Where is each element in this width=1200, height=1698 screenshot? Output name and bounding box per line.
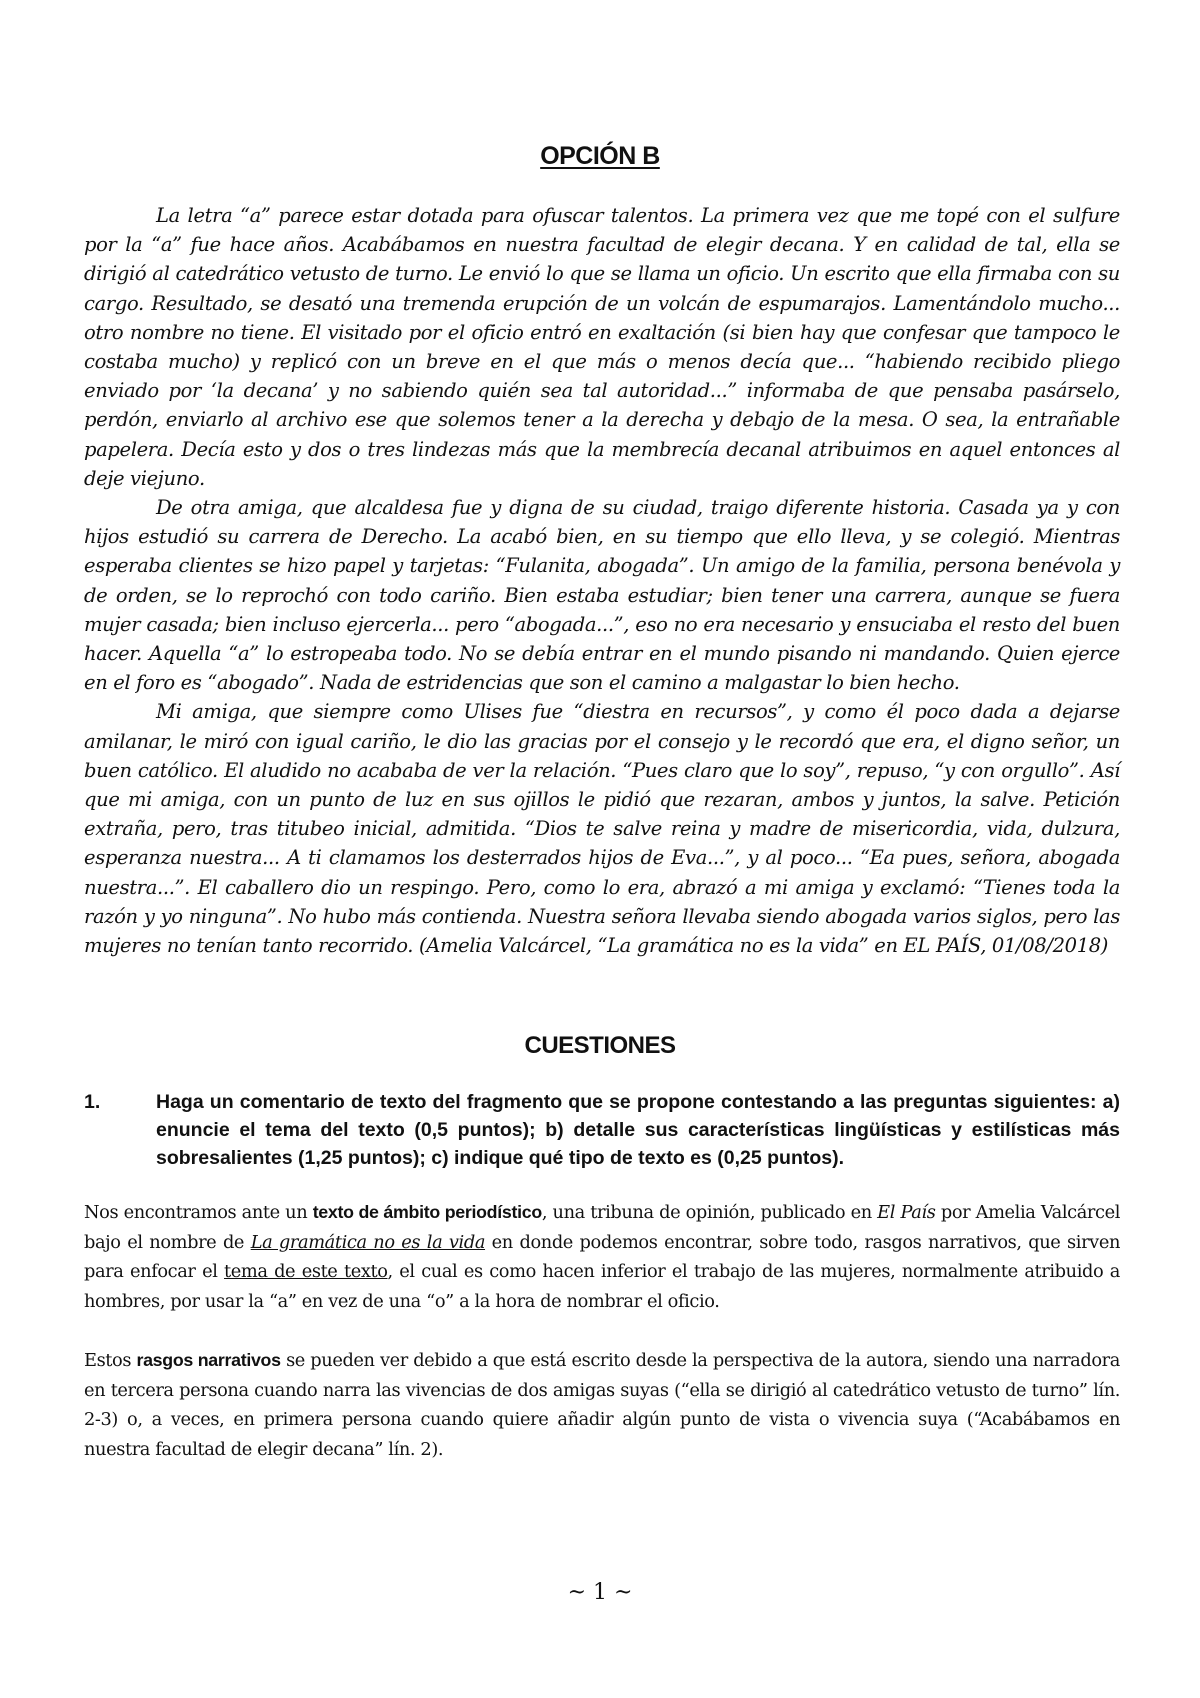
passage-paragraph-1: La letra “a” parece estar dotada para ofuscar talentos. La primera vez que me topé con el sulfure por la “a” fue hace años. Acabábamos en nuestra facultad de elegir decana. Y en calidad de tal, ella se dirigió al catedrático vetusto de turno. Le envió lo que se llama un oficio. Un escrito que ella firmaba con su cargo. Resultado, se desató una tremenda erupción de un volcán de espumarajos. Lamentándolo mucho... otro nombre no tiene. El visitado por el oficio entró en exaltación (si bien hay que confesar que tampoco le costaba mucho) y replicó con un breve en el que más o menos decía que... “habiendo recibido pliego enviado por ‘la decana’ y no sabiendo quién sea tal autoridad...” informaba de que pensaba pasárselo, perdón, enviarlo al archivo ese que solemos tener a la derecha y debajo de la mesa. O sea, la entrañable papelera. Decía esto y dos o tres lindezas más que la membrecía decanal atribuimos en aquel entonces al deje viejuno.: [84, 204, 1120, 490]
answer-1-text-g: en donde podemos encontrar, sobre todo, rasgos narrativos, que sirven para enfocar el: [84, 1231, 1120, 1282]
answer-1-text-i: , el cual es como hacen inferior el trabajo de las mujeres, normalmente atribuido a hombres, por usar la “a” en vez de una “o” a la hora de nombrar el oficio.: [84, 1261, 1120, 1312]
answer-1-theme-label: tema de este texto: [224, 1261, 388, 1282]
page-number: ~ 1 ~: [567, 1580, 633, 1605]
passage-paragraph-2: De otra amiga, que alcaldesa fue y digna de su ciudad, traigo diferente historia. Casada ya y con hijos estudió su carrera de Derecho. La acabó bien, en su tiempo que ello lleva, y se colegió. Mientras esperaba clientes se hizo papel y tarjetas: “Fulanita, abogada”. Un amigo de la familia, persona benévola y de orden, se lo reprochó con todo cariño. Bien estaba estudiar; bien tener una carrera, aunque se fuera mujer casada; bien incluso ejercerla... pero “abogada...”, eso no era necesario y ensuciaba el resto del buen hacer. Aquella “a” lo estropeaba todo. No se debía entrar en el mundo pisando ni mandando. Quien ejerce en el foro es “abogado”. Nada de estridencias que son el camino a malgastar lo bien hecho.: [84, 496, 1120, 695]
answer-2-keyword-narrative: rasgos narrativos: [136, 1350, 281, 1370]
answer-paragraph-1: [84, 1198, 1120, 1316]
answer-2-text-c: se pueden ver debido a que está escrito desde la perspectiva de la autora, siendo una narradora en tercera persona cuando narra las vivencias de dos amigas suyas (“ella se dirigió al catedrático vetusto de turno” lín. 2-3) o, a veces, en primera persona cuando quiere añadir algún punto de vista o vivencia suya (“Acabábamos en nuestra facultad de elegir decana” lín. 2).: [84, 1350, 1120, 1460]
question-number: 1.: [84, 1091, 101, 1113]
answer-1-article-title: La gramática no es la vida: [250, 1231, 486, 1253]
document-title: OPCIÓN B: [540, 142, 660, 170]
answer-paragraph-2: [84, 1346, 1120, 1464]
answer-1-text-a: Nos encontramos ante un: [84, 1202, 313, 1223]
answer-1-text-c: , una tribuna de opinión, publicado en: [541, 1202, 878, 1223]
cuestiones-heading: CUESTIONES: [524, 1032, 676, 1059]
source-passage: [84, 201, 1120, 960]
answer-1-newspaper-name: El País: [877, 1202, 936, 1223]
answer-1-text-e: por Amelia Valcárcel bajo el nombre de: [84, 1202, 1120, 1253]
answer-1-keyword-genre: texto de ámbito periodístico: [312, 1202, 542, 1222]
passage-paragraph-3: Mi amiga, que siempre como Ulises fue “diestra en recursos”, y como él poco dada a dejarse amilanar, le miró con igual cariño, le dio las gracias por el consejo y le recordó que era, el digno señor, un buen católico. El aludido no acababa de ver la relación. “Pues claro que lo soy”, repuso, “y con orgullo”. Así que mi amiga, con un punto de luz en sus ojillos le pidió que rezaran, ambos y juntos, la salve. Petición extraña, pero, tras titubeo inicial, admitida. “Dios te salve reina y madre de misericordia, vida, dulzura, esperanza nuestra... A ti clamamos los desterrados hijos de Eva...”, y al poco... “Ea pues, señora, abogada nuestra...”. El caballero dio un respingo. Pero, como lo era, abrazó a mi amiga y exclamó: “Tienes toda la razón y yo ninguna”. No hubo más contienda. Nuestra señora llevaba siendo abogada varios siglos, pero las mujeres no tenían tanto recorrido. (Amelia Valcárcel, “La gramática no es la vida” en EL PAÍS, 01/08/2018): [84, 700, 1120, 958]
question-1: [84, 1088, 1120, 1172]
question-text: Haga un comentario de texto del fragmento que se propone contestando a las preguntas siguientes: a) enuncie el tema del texto (0,5 puntos); b) detalle sus características lingüísticas y estilísticas más sobresalientes (1,25 puntos); c) indique qué tipo de texto es (0,25 puntos).: [156, 1091, 1120, 1169]
answer-2-text-a: Estos: [84, 1350, 137, 1371]
